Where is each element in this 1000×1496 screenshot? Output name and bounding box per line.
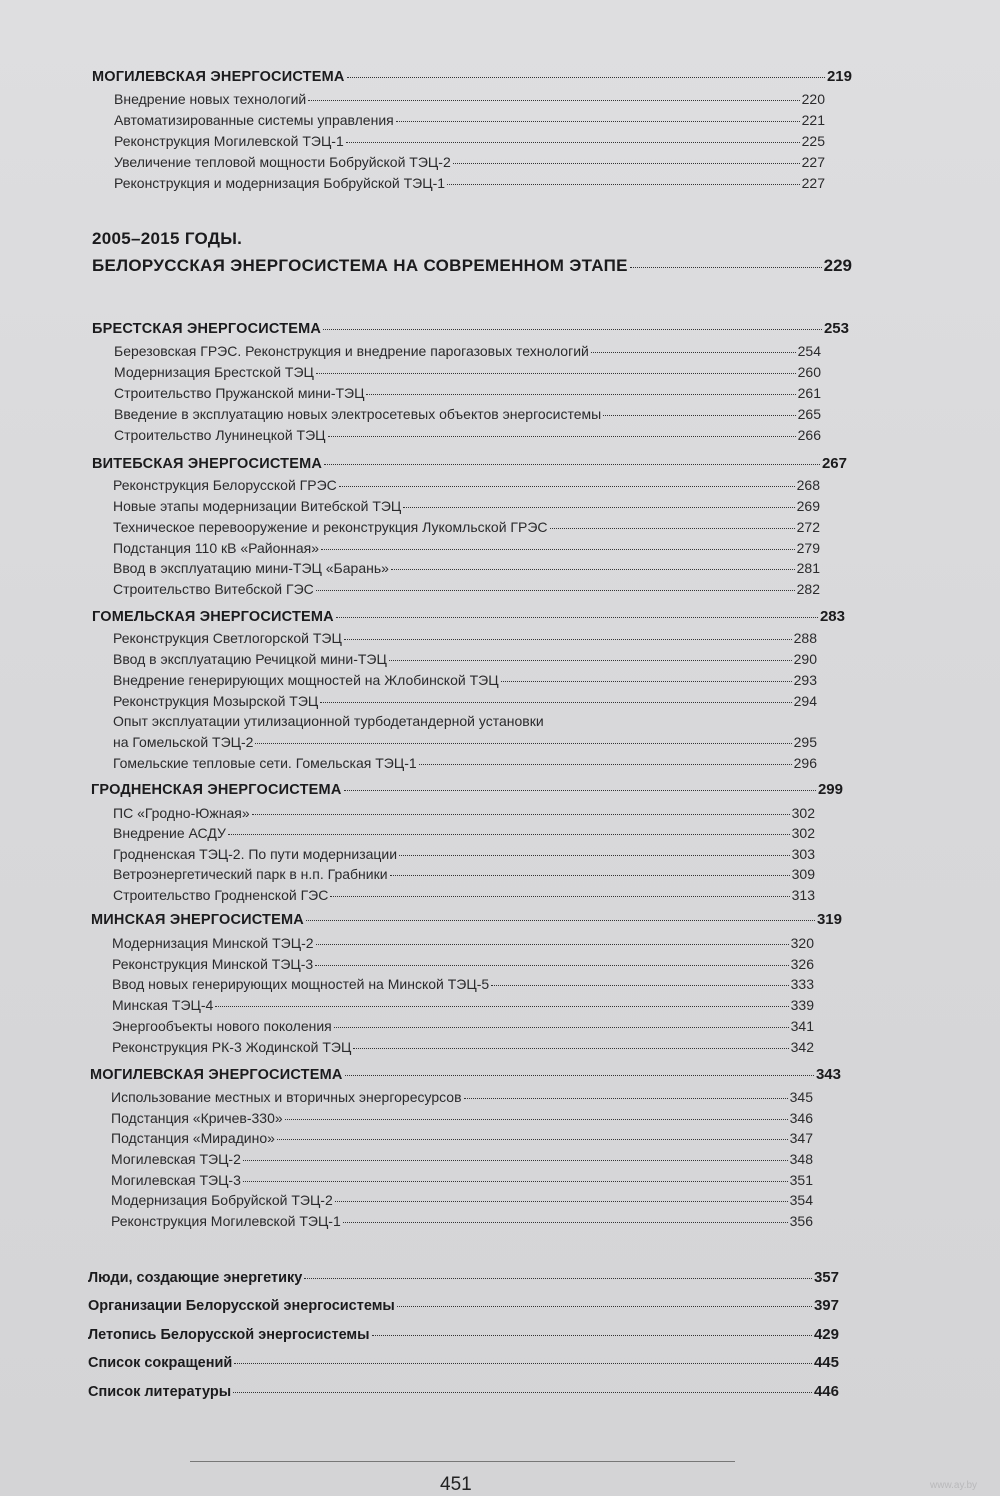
toc-item: ПС «Гродно-Южная» 302 (113, 805, 815, 821)
toc-item: Реконструкция Могилевской ТЭЦ-1 225 (114, 133, 825, 149)
toc-item: Реконструкция Мозырской ТЭЦ 294 (113, 693, 817, 709)
toc-item: Ввод новых генерирующих мощностей на Минской ТЭЦ-5 333 (112, 976, 814, 992)
toc-item: Подстанция 110 кВ «Районная» 279 (113, 540, 820, 556)
toc-item: Ветроэнергетический парк в н.п. Грабники 309 (113, 866, 815, 882)
toc-section: МИНСКАЯ ЭНЕРГОСИСТЕМА 319 (91, 911, 842, 928)
toc-item: Подстанция «Кричев-330» 346 (111, 1110, 813, 1126)
toc-item: Реконструкция Минской ТЭЦ-3 326 (112, 956, 814, 972)
toc-item: Могилевская ТЭЦ-2 348 (111, 1151, 813, 1167)
period-heading: 2005–2015 ГОДЫ. (92, 229, 243, 248)
section-page: 219 (826, 68, 852, 85)
period-title: БЕЛОРУССКАЯ ЭНЕРГОСИСТЕМА НА СОВРЕМЕННОМ ЭТАПЕ 229 (92, 256, 852, 275)
toc-item: Могилевская ТЭЦ-3 351 (111, 1172, 813, 1188)
toc-item: Ввод в эксплуатацию Речицкой мини-ТЭЦ 290 (113, 651, 817, 667)
toc-item: Модернизация Бобруйской ТЭЦ-2 354 (111, 1192, 813, 1208)
toc-item: Гомельские тепловые сети. Гомельская ТЭЦ-1 296 (113, 755, 817, 771)
toc-section: БРЕСТСКАЯ ЭНЕРГОСИСТЕМА 253 (92, 320, 849, 337)
toc-item: Введение в эксплуатацию новых электросетевых объектов энергосистемы 265 (114, 406, 821, 422)
toc-item: Новые этапы модернизации Витебской ТЭЦ 269 (113, 498, 820, 514)
toc-appendix-item: Организации Белорусской энергосистемы 397 (88, 1297, 839, 1314)
toc-item: Подстанция «Мирадино» 347 (111, 1130, 813, 1146)
page-number: 451 (440, 1474, 472, 1495)
toc-section (92, 68, 852, 85)
toc-item: Строительство Лунинецкой ТЭЦ 266 (114, 427, 821, 443)
toc-appendix-item: Список сокращений 445 (88, 1354, 839, 1371)
toc-item: Реконструкция и модернизация Бобруйской ТЭЦ-1 227 (114, 175, 825, 191)
toc-appendix-item: Список литературы 446 (88, 1383, 839, 1400)
toc-item: Внедрение генерирующих мощностей на Жлобинской ТЭЦ 293 (113, 672, 817, 688)
toc-item: Минская ТЭЦ-4 339 (112, 997, 814, 1013)
toc-item: Увеличение тепловой мощности Бобруйской ТЭЦ-2 227 (114, 154, 825, 170)
toc-item: Внедрение новых технологий 220 (114, 91, 825, 107)
toc-item: Внедрение АСДУ 302 (113, 825, 815, 841)
section-title: МОГИЛЕВСКАЯ ЭНЕРГОСИСТЕМА (92, 69, 345, 85)
watermark: www.ay.by (930, 1480, 978, 1491)
toc-appendix-item: Летопись Белорусской энергосистемы 429 (88, 1326, 839, 1343)
toc-appendix-item: Люди, создающие энергетику 357 (88, 1269, 839, 1286)
toc-item-line: Опыт эксплуатации утилизационной турбодетандерной установки (113, 713, 544, 729)
toc-section: ГОМЕЛЬСКАЯ ЭНЕРГОСИСТЕМА 283 (92, 608, 845, 625)
toc-item: Реконструкция РК-3 Жодинской ТЭЦ 342 (112, 1039, 814, 1055)
toc-item: Березовская ГРЭС. Реконструкция и внедрение парогазовых технологий 254 (114, 343, 821, 359)
toc-section: ВИТЕБСКАЯ ЭНЕРГОСИСТЕМА 267 (92, 455, 847, 472)
toc-item: на Гомельской ТЭЦ-2 295 (113, 734, 817, 750)
toc-item: Строительство Пружанской мини-ТЭЦ 261 (114, 385, 821, 401)
toc-item: Реконструкция Могилевской ТЭЦ-1 356 (111, 1213, 813, 1229)
toc-section: МОГИЛЕВСКАЯ ЭНЕРГОСИСТЕМА 343 (90, 1066, 841, 1083)
toc-item: Реконструкция Белорусской ГРЭС 268 (113, 477, 820, 493)
toc-item: Реконструкция Светлогорской ТЭЦ 288 (113, 630, 817, 646)
toc-item: Модернизация Брестской ТЭЦ 260 (114, 364, 821, 380)
footer-rule (190, 1461, 735, 1462)
toc-item: Техническое перевооружение и реконструкция Лукомльской ГРЭС 272 (113, 519, 820, 535)
toc-item: Строительство Витебской ГЭС 282 (113, 581, 820, 597)
toc-item: Ввод в эксплуатацию мини-ТЭЦ «Барань» 281 (113, 560, 820, 576)
toc-item: Строительство Гродненской ГЭС 313 (113, 887, 815, 903)
toc-item: Использование местных и вторичных энергоресурсов 345 (111, 1089, 813, 1105)
toc-item: Энергообъекты нового поколения 341 (112, 1018, 814, 1034)
toc-item: Автоматизированные системы управления 221 (114, 112, 825, 128)
toc-section: ГРОДНЕНСКАЯ ЭНЕРГОСИСТЕМА 299 (91, 781, 843, 798)
toc-item: Модернизация Минской ТЭЦ-2 320 (112, 935, 814, 951)
toc-item: Гродненская ТЭЦ-2. По пути модернизации 303 (113, 846, 815, 862)
